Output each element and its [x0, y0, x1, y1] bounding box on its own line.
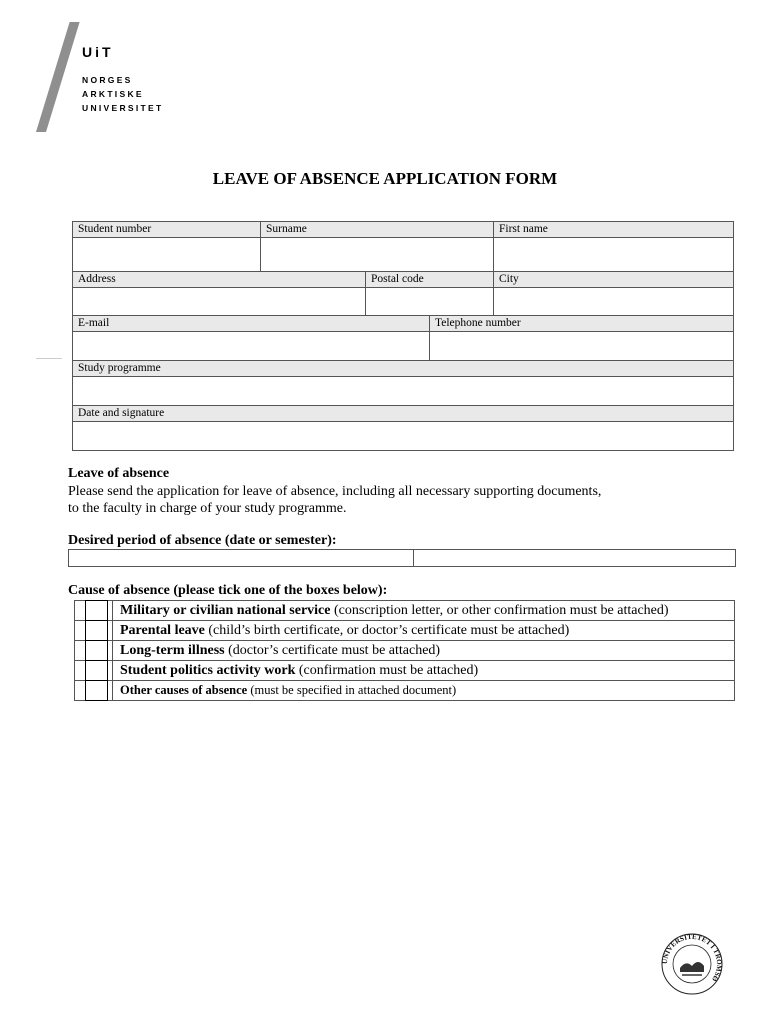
- period-from-field[interactable]: [69, 550, 413, 566]
- logo-line-3: UNIVERSITET: [82, 103, 164, 113]
- form-title: LEAVE OF ABSENCE APPLICATION FORM: [212, 169, 558, 188]
- label-city: City: [499, 273, 519, 285]
- cause-label: Student politics activity work (confirmation must be attached): [120, 663, 479, 678]
- label-date-signature: Date and signature: [78, 407, 165, 419]
- label-first-name: First name: [499, 223, 548, 235]
- city-field[interactable]: [494, 288, 734, 315]
- personal-info-grid: [72, 221, 734, 451]
- leave-heading: Leave of absence: [68, 466, 170, 481]
- label-address: Address: [78, 273, 116, 285]
- label-telephone: Telephone number: [435, 317, 521, 329]
- study-programme-field[interactable]: [73, 377, 733, 405]
- address-field[interactable]: [73, 288, 365, 315]
- label-postal-code: Postal code: [371, 273, 424, 285]
- label-study-programme: Study programme: [78, 362, 161, 374]
- cause-label: Military or civilian national service (conscription letter, or other confirmation must be attached): [120, 603, 669, 618]
- cause-row: [74, 640, 735, 660]
- cause-checkbox-parental[interactable]: [85, 620, 108, 641]
- logo-slash: [36, 22, 80, 132]
- cause-label: Parental leave (child’s birth certificate, or doctor’s certificate must be attached): [120, 623, 570, 638]
- period-heading: Desired period of absence (date or semester):: [68, 533, 337, 548]
- logo-line-2: ARKTISKE: [82, 89, 144, 99]
- label-student-number: Student number: [78, 223, 152, 235]
- cause-checkbox-politics[interactable]: [85, 660, 108, 681]
- cause-row: [74, 600, 735, 620]
- label-surname: Surname: [266, 223, 307, 235]
- leave-instructions-line-2: to the faculty in charge of your study programme.: [68, 501, 347, 516]
- label-email: E-mail: [78, 317, 110, 329]
- row-date-signature: [72, 405, 734, 451]
- row-contact: [72, 315, 734, 360]
- cause-label: Other causes of absence (must be specified in attached document): [120, 683, 457, 697]
- first-name-field[interactable]: [494, 238, 734, 271]
- row-study-programme: [72, 360, 734, 405]
- date-signature-field[interactable]: [73, 422, 733, 450]
- cause-row: [74, 620, 735, 640]
- cause-row: [74, 680, 735, 701]
- surname-field[interactable]: [261, 238, 493, 271]
- row-names: [72, 221, 734, 271]
- divider: [36, 358, 62, 359]
- university-seal: [660, 932, 724, 996]
- cause-label: Long-term illness (doctor’s certificate must be attached): [120, 643, 441, 658]
- seal-text: UNIVERSITETET I TROMSØ: [660, 932, 724, 983]
- causes-heading: Cause of absence (please tick one of the boxes below):: [68, 583, 388, 598]
- cause-checkbox-illness[interactable]: [85, 640, 108, 661]
- cause-row: [74, 660, 735, 680]
- causes-list: [74, 600, 735, 701]
- postal-code-field[interactable]: [366, 288, 493, 315]
- cause-checkbox-military[interactable]: [85, 600, 108, 621]
- logo-brand: UiT: [82, 44, 114, 60]
- student-number-field[interactable]: [73, 238, 260, 271]
- period-fields: [68, 549, 736, 567]
- logo-line-1: NORGES: [82, 75, 133, 85]
- period-to-field[interactable]: [414, 550, 735, 566]
- row-address: [72, 271, 734, 315]
- telephone-field[interactable]: [430, 332, 734, 360]
- leave-instructions-line-1: Please send the application for leave of absence, including all necessary supporting documents,: [68, 484, 602, 499]
- cause-checkbox-other[interactable]: [85, 680, 108, 701]
- email-field[interactable]: [73, 332, 429, 360]
